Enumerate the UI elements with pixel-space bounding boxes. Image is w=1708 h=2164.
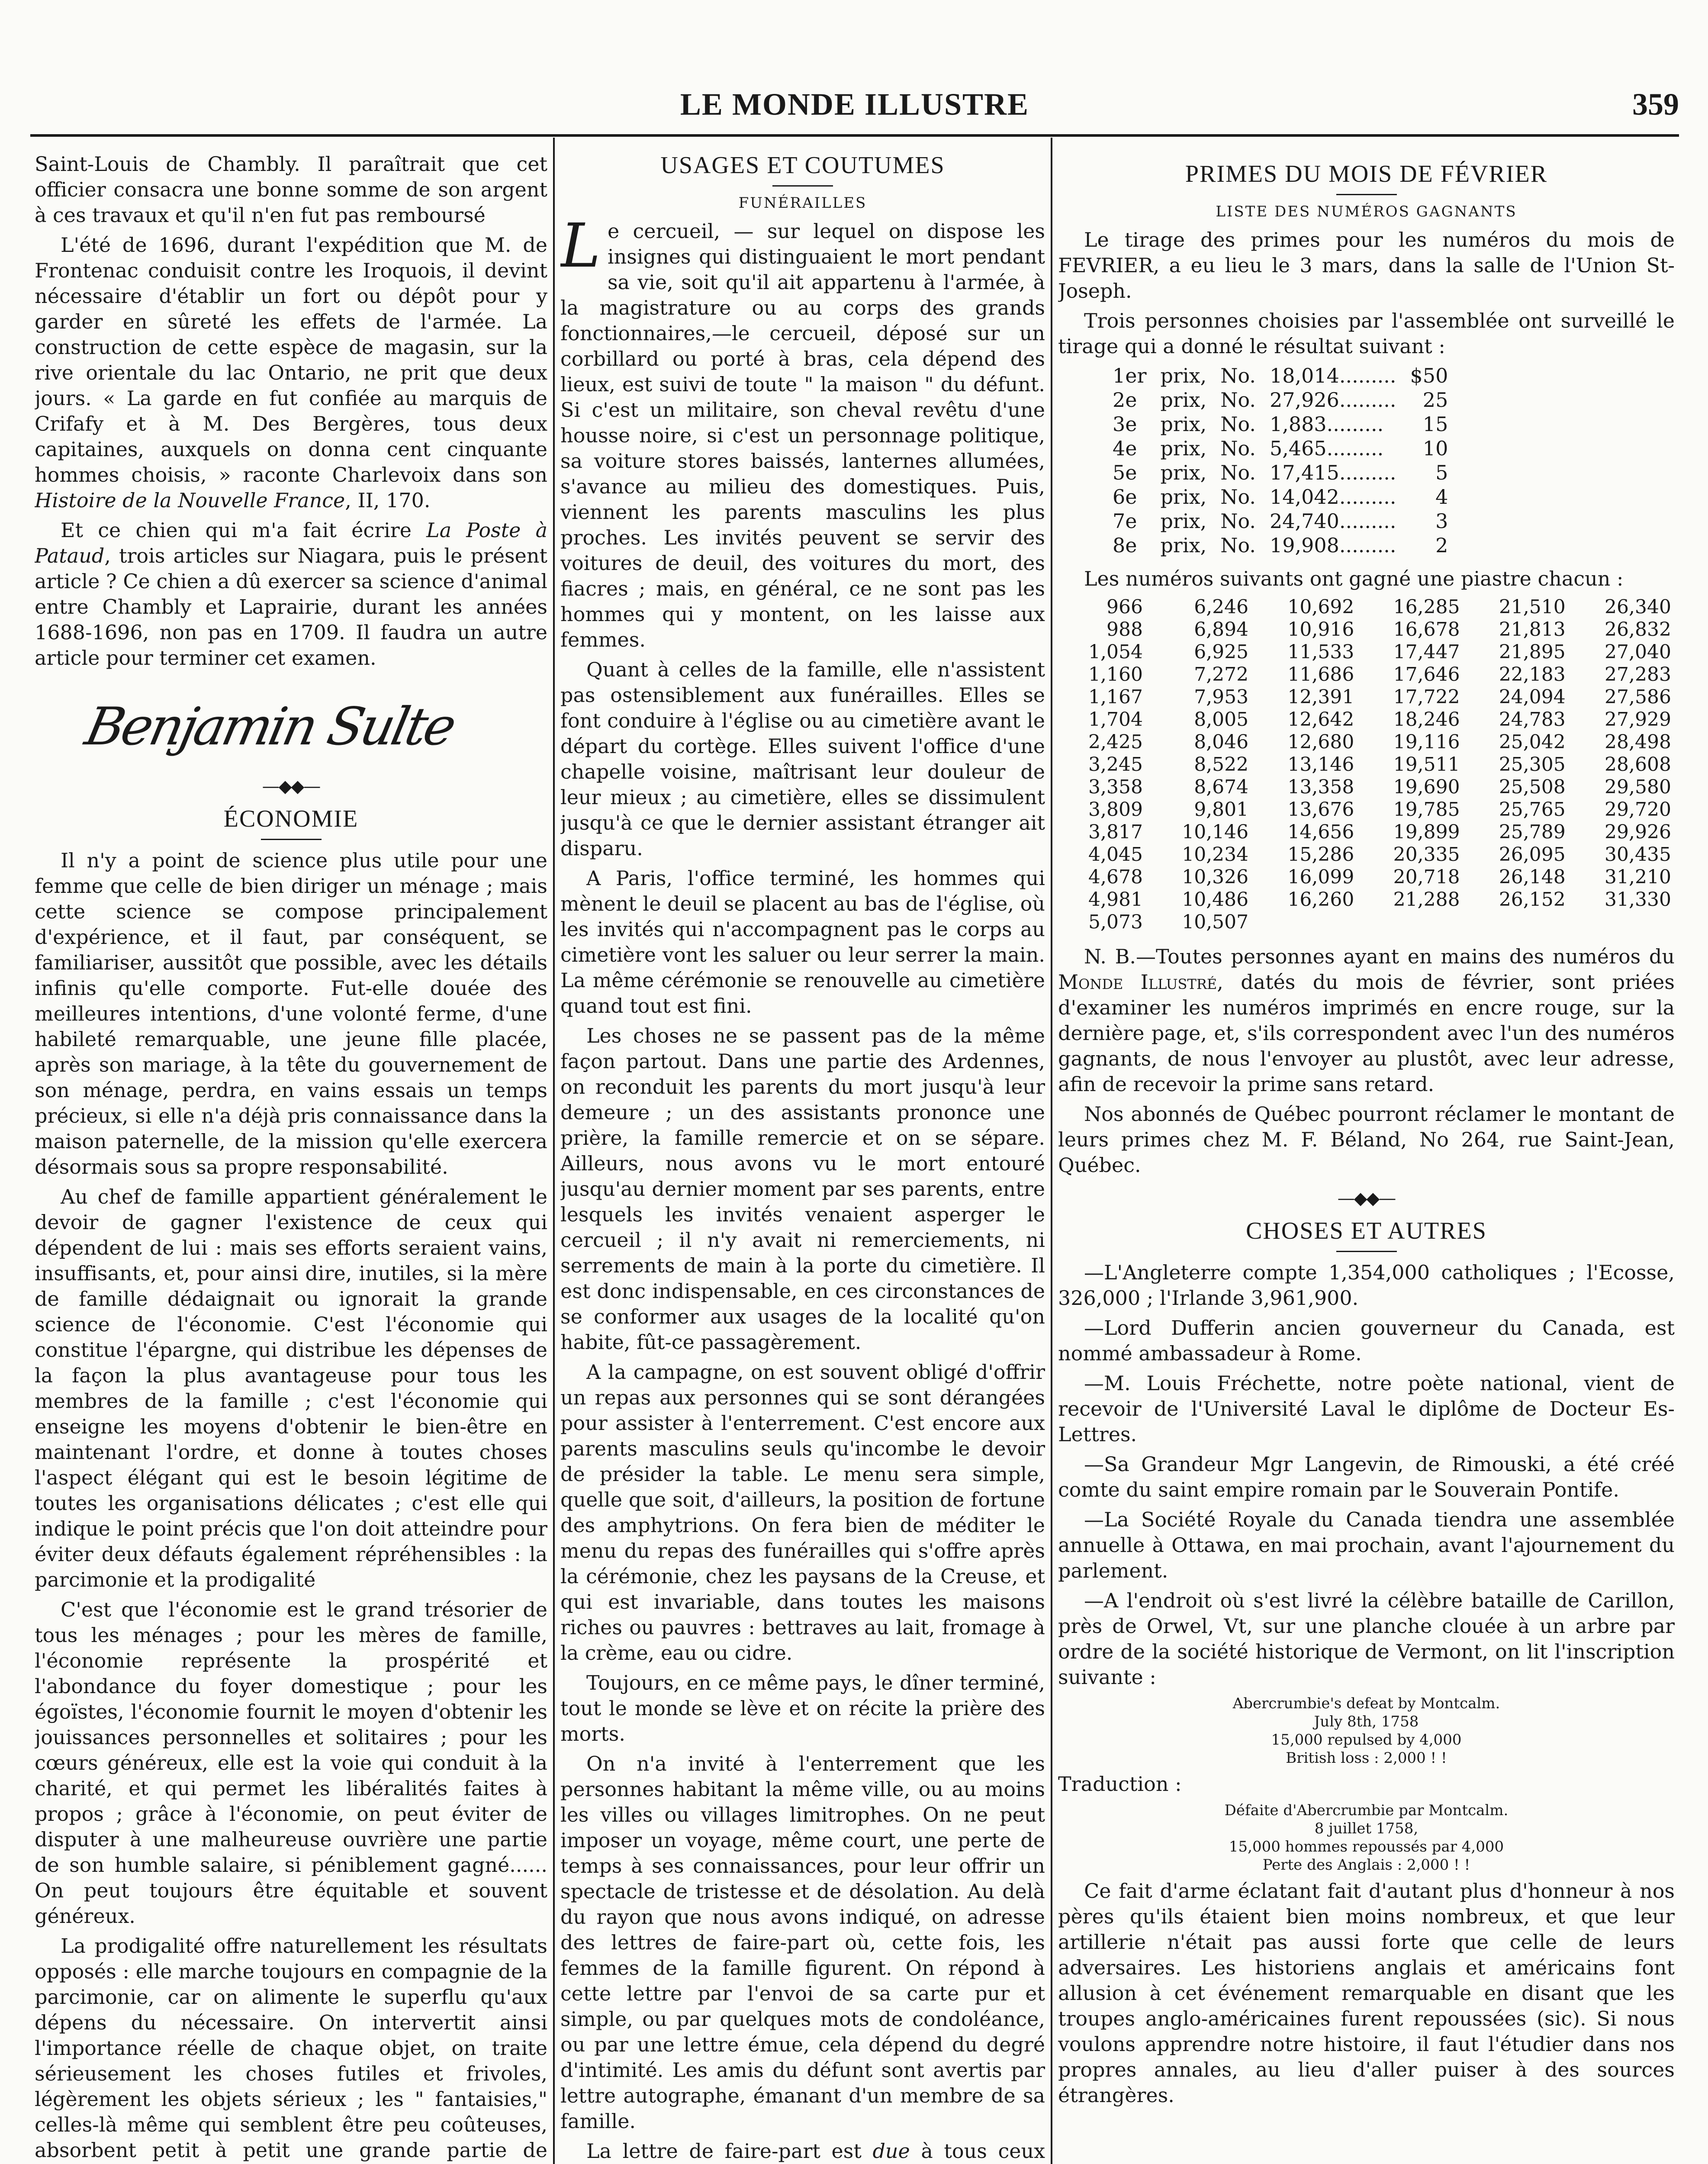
winning-number: 31,210	[1605, 866, 1671, 888]
paragraph: On n'a invité à l'enterrement que les personnes habitant la même ville, ou au moins les villes ou villages limitrophes. On ne peut imposer un voyage, même court, une perte de temps à ses connaissances, pour leur offrir un spectacle de tristesse et de désolation. Au delà du rayon que nous avons indiqué, on adresse des lettres de faire-part où, cette fois, les femmes de la famille figurent. On répond à cette lettre par l'envoi de sa carte pur et simple, ou par quelques mots de condoléance, ou par une lettre émue, cela dépend du degré d'intimité. Les amis du défunt sont avertis par lettre autographe, émanant d'un membre de sa famille.	[560, 1752, 1045, 2133]
paragraph: Les choses ne se passent pas de la même façon partout. Dans une partie des Ardennes, on reconduit les parents du mort jusqu'à leur demeure ; un des assistants prononce une prière, la famille remercie et on se sépare. Ailleurs, nous avons vu le mort entouré jusqu'au dernier moment par ses parents, entre lesquels les invités venaient asperger le cercueil ; il n'y avait ni remerciements, ni serrements de main à la porte du cimetière. Il est donc indispensable, en ces circonstances de se conformer aux usages de la localité qu'on habite, fût-ce passagèrement.	[560, 1024, 1045, 1354]
prize-number: 18,014.........	[1269, 364, 1396, 387]
winning-number: 13,358	[1287, 776, 1354, 798]
numbers-row	[1058, 754, 1675, 776]
winning-number: 19,785	[1393, 799, 1460, 821]
prize-amount: 5	[1435, 461, 1448, 484]
winning-number: 10,486	[1182, 889, 1249, 911]
winning-number: 4,045	[1088, 844, 1143, 866]
winning-number: 21,288	[1393, 889, 1460, 911]
prize-amount: 25	[1422, 388, 1448, 412]
winning-number: 8,046	[1194, 731, 1249, 753]
prize-amount: 4	[1435, 485, 1448, 509]
prize-no: No.	[1220, 412, 1256, 436]
paragraph: Le cercueil, — sur lequel on dispose les insignes qui distinguaient le mort pendant sa vie, soit qu'il ait appartenu à l'armée, à la magistrature ou au corps des grands fonctionnaires,—le cercueil, déposé sur un corbillard ou porté à bras, cela dépend des lieux, est suivi de toute " la maison " du défunt. Si c'est un militaire, son cheval revêtu d'une housse noire, si c'est un personnage politique, sa voiture stores baissés, lanternes allumées, s'avance au milieu des domestiques. Puis, viennent les parents masculins les plus proches. Les invités peuvent se servir des voitures de deuil, des voitures du mort, des fiacres ; mais, en général, ce ne sont pas les hommes qui y montent, on les laisse aux femmes.	[560, 211, 1045, 651]
numbers-row	[1058, 731, 1675, 754]
winning-number: 3,809	[1088, 799, 1143, 821]
paragraph: A Paris, l'office terminé, les hommes qui mènent le deuil se placent au bas de l'église, où les invités qui n'accompagnent pas le corps au cimetière vont les saluer ou leur serrer la main. La même cérémonie se renouvelle au cimetière quand tout est fini.	[560, 866, 1045, 1018]
winning-number: 10,146	[1182, 821, 1249, 843]
prize-rank: 3e	[1113, 412, 1137, 436]
paragraph: Toujours, en ce même pays, le dîner terminé, tout le monde se lève et on récite la prière des morts.	[560, 1671, 1045, 1745]
prize-no: No.	[1220, 534, 1256, 557]
page-number: 359	[1632, 87, 1679, 122]
title-rule	[1336, 1251, 1397, 1252]
drop-cap: L	[560, 211, 601, 281]
winning-number: 25,042	[1499, 731, 1566, 753]
prize-row	[1106, 485, 1455, 509]
prize-amount: $50	[1410, 364, 1448, 387]
section-subtitle: FUNÉRAILLES	[738, 194, 867, 212]
paragraph: Trois personnes choisies par l'assemblée ont surveillé le tirage qui a donné le résultat suivant :	[1058, 309, 1675, 358]
section-subtitle: LISTE DES NUMÉROS GAGNANTS	[1216, 203, 1517, 220]
winning-number: 19,511	[1393, 754, 1460, 776]
winning-number: 19,116	[1393, 731, 1460, 753]
winning-number: 29,580	[1605, 776, 1671, 798]
numbers-row	[1058, 686, 1675, 708]
prize-rank: 4e	[1113, 437, 1137, 460]
paragraph: C'est que l'économie est le grand trésorier de tous les ménages ; pour les mères de famille, l'économie représente la prospérité et l'abondance du foyer domestique ; pour les égoïstes, l'économie fournit le moyen d'obtenir les jouissances personnelles et solitaires ; pour les cœurs généreux, elle est la voie qui conduit à la charité, et qui permet les libéralités faites à propos ; grâce à l'économie, on peut éviter de disputer à une malheureuse ouvrière une partie de son humble salaire, si péniblement gagné...... On peut toujours être équitable et souvent généreux.	[35, 1598, 547, 1928]
prize-row	[1106, 436, 1455, 460]
winning-number	[1357, 911, 1463, 934]
column-2	[560, 151, 1045, 2164]
winning-number: 10,234	[1182, 844, 1249, 866]
paragraph: N. B.—Toutes personnes ayant en mains des numéros du Monde Illustré, datés du mois de février, sont priées d'examiner les numéros imprimés en encre rouge, sur la dernière page, et, s'ils correspondent avec l'un des numéros gagnants, de nous l'envoyer au plustôt, avec leur adresse, afin de recevoir la prime sans retard.	[1058, 945, 1675, 1096]
news-item: —A l'endroit où s'est livré la célèbre bataille de Carillon, près de Orwel, Vt, sur une planche clouée à un arbre par ordre de la société historique de Vermont, on lit l'inscription suivante :	[1058, 1589, 1675, 1689]
winning-number: 1,160	[1088, 663, 1143, 686]
prize-amount: 2	[1435, 534, 1448, 557]
winning-number: 27,586	[1605, 686, 1671, 708]
prize-row	[1106, 412, 1455, 436]
column-3	[1058, 151, 1675, 2164]
winning-number: 10,916	[1287, 618, 1354, 641]
winning-number: 6,246	[1194, 596, 1249, 618]
winning-number: 3,358	[1088, 776, 1143, 798]
prize-rank: 5e	[1113, 461, 1137, 484]
winning-number: 5,073	[1088, 911, 1143, 933]
winning-number: 17,646	[1393, 663, 1460, 686]
numbers-row	[1058, 596, 1675, 618]
winning-number	[1569, 911, 1675, 934]
prize-row	[1106, 509, 1455, 533]
title-rule	[772, 185, 833, 187]
column-divider-1	[553, 138, 555, 2164]
winning-number: 13,676	[1287, 799, 1354, 821]
winning-number: 11,533	[1287, 641, 1354, 663]
winning-number: 21,510	[1499, 596, 1566, 618]
prize-row	[1106, 460, 1455, 485]
winning-number: 12,391	[1287, 686, 1354, 708]
winning-number: 3,817	[1088, 821, 1143, 843]
winning-number: 15,286	[1287, 844, 1354, 866]
title-rule	[261, 839, 322, 840]
winning-number: 14,656	[1287, 821, 1354, 843]
winning-number: 19,899	[1393, 821, 1460, 843]
section-title-choses: CHOSES ET AUTRES	[1246, 1217, 1487, 1244]
prize-row	[1106, 388, 1455, 412]
winning-number: 17,447	[1393, 641, 1460, 663]
winning-number: 21,813	[1499, 618, 1566, 641]
winning-number: 22,183	[1499, 663, 1566, 686]
ornament-divider: —◆◆—	[262, 776, 320, 796]
numbers-row	[1058, 866, 1675, 889]
winning-number: 16,285	[1393, 596, 1460, 618]
winning-number: 966	[1106, 596, 1143, 618]
winning-number: 8,674	[1194, 776, 1249, 798]
inscription-french: Défaite d'Abercrumbie par Montcalm. 8 juillet 1758, 15,000 hommes repoussés par 4,000 Perte des Anglais : 2,000 ! !	[1224, 1802, 1509, 1874]
winning-number: 20,335	[1393, 844, 1460, 866]
winning-number: 27,283	[1605, 663, 1671, 686]
winning-number: 11,686	[1287, 663, 1354, 686]
paragraph: Ce fait d'arme éclatant fait d'autant plus d'honneur à nos pères qu'ils étaient bien moins nombreux, et que leur artillerie n'était pas aussi forte que celle de leurs adversaires. Les historiens anglais et américains font allusion à cet événement remarquable en disant que les troupes anglo-américaines furent repoussées (sic). Si nous voulons apprendre notre histoire, il faut l'étudier dans nos propres annales, au lieu d'aller puiser à des sources étrangères.	[1058, 1879, 1675, 2107]
prize-amount: 3	[1435, 509, 1448, 533]
winning-number: 25,789	[1499, 821, 1566, 843]
winning-number: 10,326	[1182, 866, 1249, 888]
winning-number: 9,801	[1194, 799, 1249, 821]
winning-number: 3,245	[1088, 754, 1143, 776]
numbers-row	[1058, 844, 1675, 866]
paragraph: Le tirage des primes pour les numéros du mois de FEVRIER, a eu lieu le 3 mars, dans la salle de l'Union St-Joseph.	[1058, 228, 1675, 303]
winning-number: 28,608	[1605, 754, 1671, 776]
newspaper-title: LE MONDE ILLUSTRE	[680, 87, 1029, 122]
prize-no: No.	[1220, 437, 1256, 460]
winning-number: 12,680	[1287, 731, 1354, 753]
prize-table	[1106, 364, 1455, 557]
winning-number: 28,498	[1605, 731, 1671, 753]
winning-number: 24,783	[1499, 708, 1566, 731]
winning-number: 26,095	[1499, 844, 1566, 866]
winning-number: 2,425	[1088, 731, 1143, 753]
paragraph: Il n'y a point de science plus utile pour une femme que celle de bien diriger un ménage ; mais cette science se compose principalement d'expérience, et il faut, par conséquent, se familiariser, aussitôt que possible, avec les détails infinis qu'elle comporte. Fut-elle douée des meilleures intentions, d'une volonté ferme, d'une habileté remarquable, une jeune fille placée, après son mariage, à la tête du gouvernement de son ménage, perdra, en vains essais un temps précieux, si elle n'a déjà pris connaissance dans la maison paternelle, de la mission qu'elle exercera désormais sous sa propre responsabilité.	[35, 849, 547, 1179]
paragraph: La lettre de faire-part est due à tous ceux	[586, 2139, 1045, 2163]
prize-number: 19,908.........	[1269, 534, 1396, 557]
prize-no: No.	[1220, 388, 1256, 412]
paragraph: Nos abonnés de Québec pourront réclamer le montant de leurs primes chez M. F. Béland, No 264, rue Saint-Jean, Québec.	[1058, 1102, 1675, 1177]
winning-number: 8,522	[1194, 754, 1249, 776]
prize-rank: 8e	[1113, 534, 1137, 557]
prize-number: 14,042.........	[1269, 485, 1396, 509]
paragraph: Au chef de famille appartient généralement le devoir de gagner l'existence de ceux qui dépendent de lui : mais ses efforts seraient vains, insuffisants, et, pour ainsi dire, inutiles, si la mère de famille dédaignait ou ignorait la grande science de l'économie. C'est l'économie qui constitue l'épargne, qui distribue les dépenses de la façon la plus avantageuse pour tous les membres de la famille ; c'est l'économie qui enseigne les moyens d'obtenir le bien-être en maintenant l'ordre, et donne à toutes choses l'aspect élégant qui est le besoin légitime de toutes les organisations délicates ; c'est elle qui indique le point précis que l'on doit atteindre pour éviter deux défauts également répréhensibles : la parcimonie et la prodigalité	[35, 1185, 547, 1591]
winning-number: 29,926	[1605, 821, 1671, 843]
winning-number: 16,678	[1393, 618, 1460, 641]
winning-number: 19,690	[1393, 776, 1460, 798]
winning-numbers-table	[1058, 596, 1675, 934]
winning-number: 30,435	[1605, 844, 1671, 866]
winning-number: 4,678	[1088, 866, 1143, 888]
winning-number: 13,146	[1287, 754, 1354, 776]
winning-number	[1252, 911, 1357, 934]
prize-label: prix,	[1160, 364, 1207, 387]
prize-label: prix,	[1160, 509, 1207, 533]
winning-number: 7,272	[1194, 663, 1249, 686]
winning-number: 7,953	[1194, 686, 1249, 708]
prize-rank: 6e	[1113, 485, 1137, 509]
section-title-economie: ÉCONOMIE	[223, 805, 359, 832]
winning-number: 31,330	[1605, 889, 1671, 911]
winning-number	[1464, 911, 1569, 934]
winning-number: 25,305	[1499, 754, 1566, 776]
winning-number: 1,704	[1088, 708, 1143, 731]
paragraph: Et ce chien qui m'a fait écrire La Poste à Pataud, trois articles sur Niagara, puis le présent article ? Ce chien a dû exercer sa science d'animal entre Chambly et Laprairie, durant les années 1688-1696, non pas en 1709. Il faudra un autre article pour terminer cet examen.	[35, 518, 547, 670]
winning-number: 20,718	[1393, 866, 1460, 888]
prize-number: 17,415.........	[1269, 461, 1396, 484]
numbers-row	[1058, 776, 1675, 799]
prize-number: 27,926.........	[1269, 388, 1396, 412]
winning-number: 17,722	[1393, 686, 1460, 708]
prize-amount: 10	[1422, 437, 1448, 460]
winning-number: 6,925	[1194, 641, 1249, 663]
inscription-english: Abercrumbie's defeat by Montcalm. July 8th, 1758 15,000 repulsed by 4,000 British loss : 2,000 ! !	[1232, 1695, 1500, 1767]
paragraph: Les numéros suivants ont gagné une piastre chacun :	[1084, 567, 1624, 590]
paragraph: L'été de 1696, durant l'expédition que M. de Frontenac conduisit contre les Iroquois, il devint nécessaire d'établir un fort ou dépôt pour y garder en sûreté les effets de l'armée. La construction de cette espèce de magasin, sur la rive orientale du lac Ontario, ne prit que deux jours. « La garde en fut confiée au marquis de Crifafy et à M. Des Bergères, tous deux capitaines, auxquels on donna cent cinquante hommes choisis, » raconte Charlevoix dans son Histoire de la Nouvelle France, II, 170.	[35, 233, 547, 512]
prize-label: prix,	[1160, 461, 1207, 484]
news-item: —La Société Royale du Canada tiendra une assemblée annuelle à Ottawa, en mai prochain, avant l'ajournement du parlement.	[1058, 1508, 1675, 1582]
prize-label: prix,	[1160, 485, 1207, 509]
numbers-row	[1058, 821, 1675, 844]
news-item: —Sa Grandeur Mgr Langevin, de Rimouski, a été créé comte du saint empire romain par le Souverain Pontife.	[1058, 1452, 1675, 1501]
prize-label: prix,	[1160, 437, 1207, 460]
paragraph: Quant à celles de la famille, elle n'assistent pas ostensiblement aux funérailles. Elles se font conduire à l'église ou au cimetière avant le départ du cortège. Elles suivent l'office d'une chapelle voisine, maîtrisant leur douleur de leur mieux ; au cimetière, elles se dissimulent jusqu'à ce que le dernier assistant étranger ait disparu.	[560, 658, 1045, 860]
prize-label: prix,	[1160, 388, 1207, 412]
prize-rank: 1er	[1113, 364, 1147, 387]
winning-number: 16,099	[1287, 866, 1354, 888]
paragraph: Saint-Louis de Chambly. Il paraîtrait que cet officier consacra une bonne somme de son argent à ces travaux et qu'il n'en fut pas remboursé	[35, 152, 547, 227]
prize-no: No.	[1220, 364, 1256, 387]
winning-number: 27,040	[1605, 641, 1671, 663]
news-item: —Lord Dufferin ancien gouverneur du Canada, est nommé ambassadeur à Rome.	[1058, 1316, 1675, 1365]
winning-number: 25,765	[1499, 799, 1566, 821]
winning-number: 25,508	[1499, 776, 1566, 798]
numbers-row	[1058, 663, 1675, 686]
numbers-row	[1058, 618, 1675, 641]
winning-number: 1,167	[1088, 686, 1143, 708]
winning-number: 24,094	[1499, 686, 1566, 708]
numbers-row	[1058, 911, 1675, 934]
prize-no: No.	[1220, 461, 1256, 484]
prize-number: 24,740.........	[1269, 509, 1396, 533]
column-divider-2	[1051, 138, 1052, 2164]
winning-number: 10,507	[1182, 911, 1249, 933]
prize-no: No.	[1220, 509, 1256, 533]
winning-number: 988	[1106, 618, 1143, 641]
section-title-primes: PRIMES DU MOIS DE FÉVRIER	[1185, 161, 1548, 187]
winning-number: 21,895	[1499, 641, 1566, 663]
signature: Benjamin Sulte	[80, 697, 459, 757]
numbers-row	[1058, 799, 1675, 821]
prize-number: 5,465.........	[1269, 437, 1384, 460]
winning-number: 1,054	[1088, 641, 1143, 663]
winning-number: 12,642	[1287, 708, 1354, 731]
winning-number: 26,340	[1605, 596, 1671, 618]
numbers-row	[1058, 641, 1675, 663]
winning-number: 26,152	[1499, 889, 1566, 911]
paragraph: La prodigalité offre naturellement les résultats opposés : elle marche toujours en compagnie de la parcimonie, car on alimente le superflu qu'aux dépens du nécessaire. On intervertit ainsi l'importance réelle de chaque objet, on traite sérieusement les choses futiles et frivoles, légèrement les objets sérieux ; les " fantaisies," celles-là même qui semblent être peu coûteuses, absorbent petit à petit une grande partie de	[35, 1934, 547, 2162]
header-rule	[30, 134, 1679, 137]
winning-number: 4,981	[1088, 889, 1143, 911]
winning-number: 26,832	[1605, 618, 1671, 641]
page-header	[30, 82, 1679, 130]
ornament-divider: —◆◆—	[1337, 1188, 1396, 1208]
winning-number: 27,929	[1605, 708, 1671, 731]
prize-rank: 7e	[1113, 509, 1137, 533]
paragraph: A la campagne, on est souvent obligé d'offrir un repas aux personnes qui se sont dérangées pour assister à l'enterrement. C'est encore aux parents masculins seuls qu'incombe le devoir de présider la table. Le menu sera simple, quelle que soit, d'ailleurs, la position de fortune des amphytrions. On fera bien de méditer le menu du repas des funérailles qui s'offre après la cérémonie, chez les paysans de la Creuse, et qui est invariable, dans toutes les maisons riches ou pauvres : bettraves au lait, fromage à la crème, eau ou cidre.	[560, 1360, 1045, 1665]
prize-label: prix,	[1160, 534, 1207, 557]
title-rule	[1336, 194, 1397, 195]
numbers-row	[1058, 708, 1675, 731]
prize-no: No.	[1220, 485, 1256, 509]
column-1	[35, 151, 547, 2164]
prize-row	[1106, 364, 1455, 388]
winning-number: 18,246	[1393, 708, 1460, 731]
news-item: —L'Angleterre compte 1,354,000 catholiques ; l'Ecosse, 326,000 ; l'Irlande 3,961,900.	[1058, 1261, 1675, 1310]
winning-number: 16,260	[1287, 889, 1354, 911]
prize-amount: 15	[1422, 412, 1448, 436]
winning-number: 26,148	[1499, 866, 1566, 888]
prize-row	[1106, 533, 1455, 557]
prize-rank: 2e	[1113, 388, 1137, 412]
numbers-row	[1058, 889, 1675, 911]
winning-number: 6,894	[1194, 618, 1249, 641]
winning-number: 8,005	[1194, 708, 1249, 731]
news-item: —M. Louis Fréchette, notre poète national, vient de recevoir de l'Université Laval le diplôme de Docteur Es-Lettres.	[1058, 1372, 1675, 1446]
winning-number: 29,720	[1605, 799, 1671, 821]
prize-label: prix,	[1160, 412, 1207, 436]
section-title-usages: USAGES ET COUTUMES	[660, 152, 945, 179]
traduction-label: Traduction :	[1058, 1772, 1182, 1796]
prize-number: 1,883.........	[1269, 412, 1384, 436]
winning-number: 10,692	[1287, 596, 1354, 618]
